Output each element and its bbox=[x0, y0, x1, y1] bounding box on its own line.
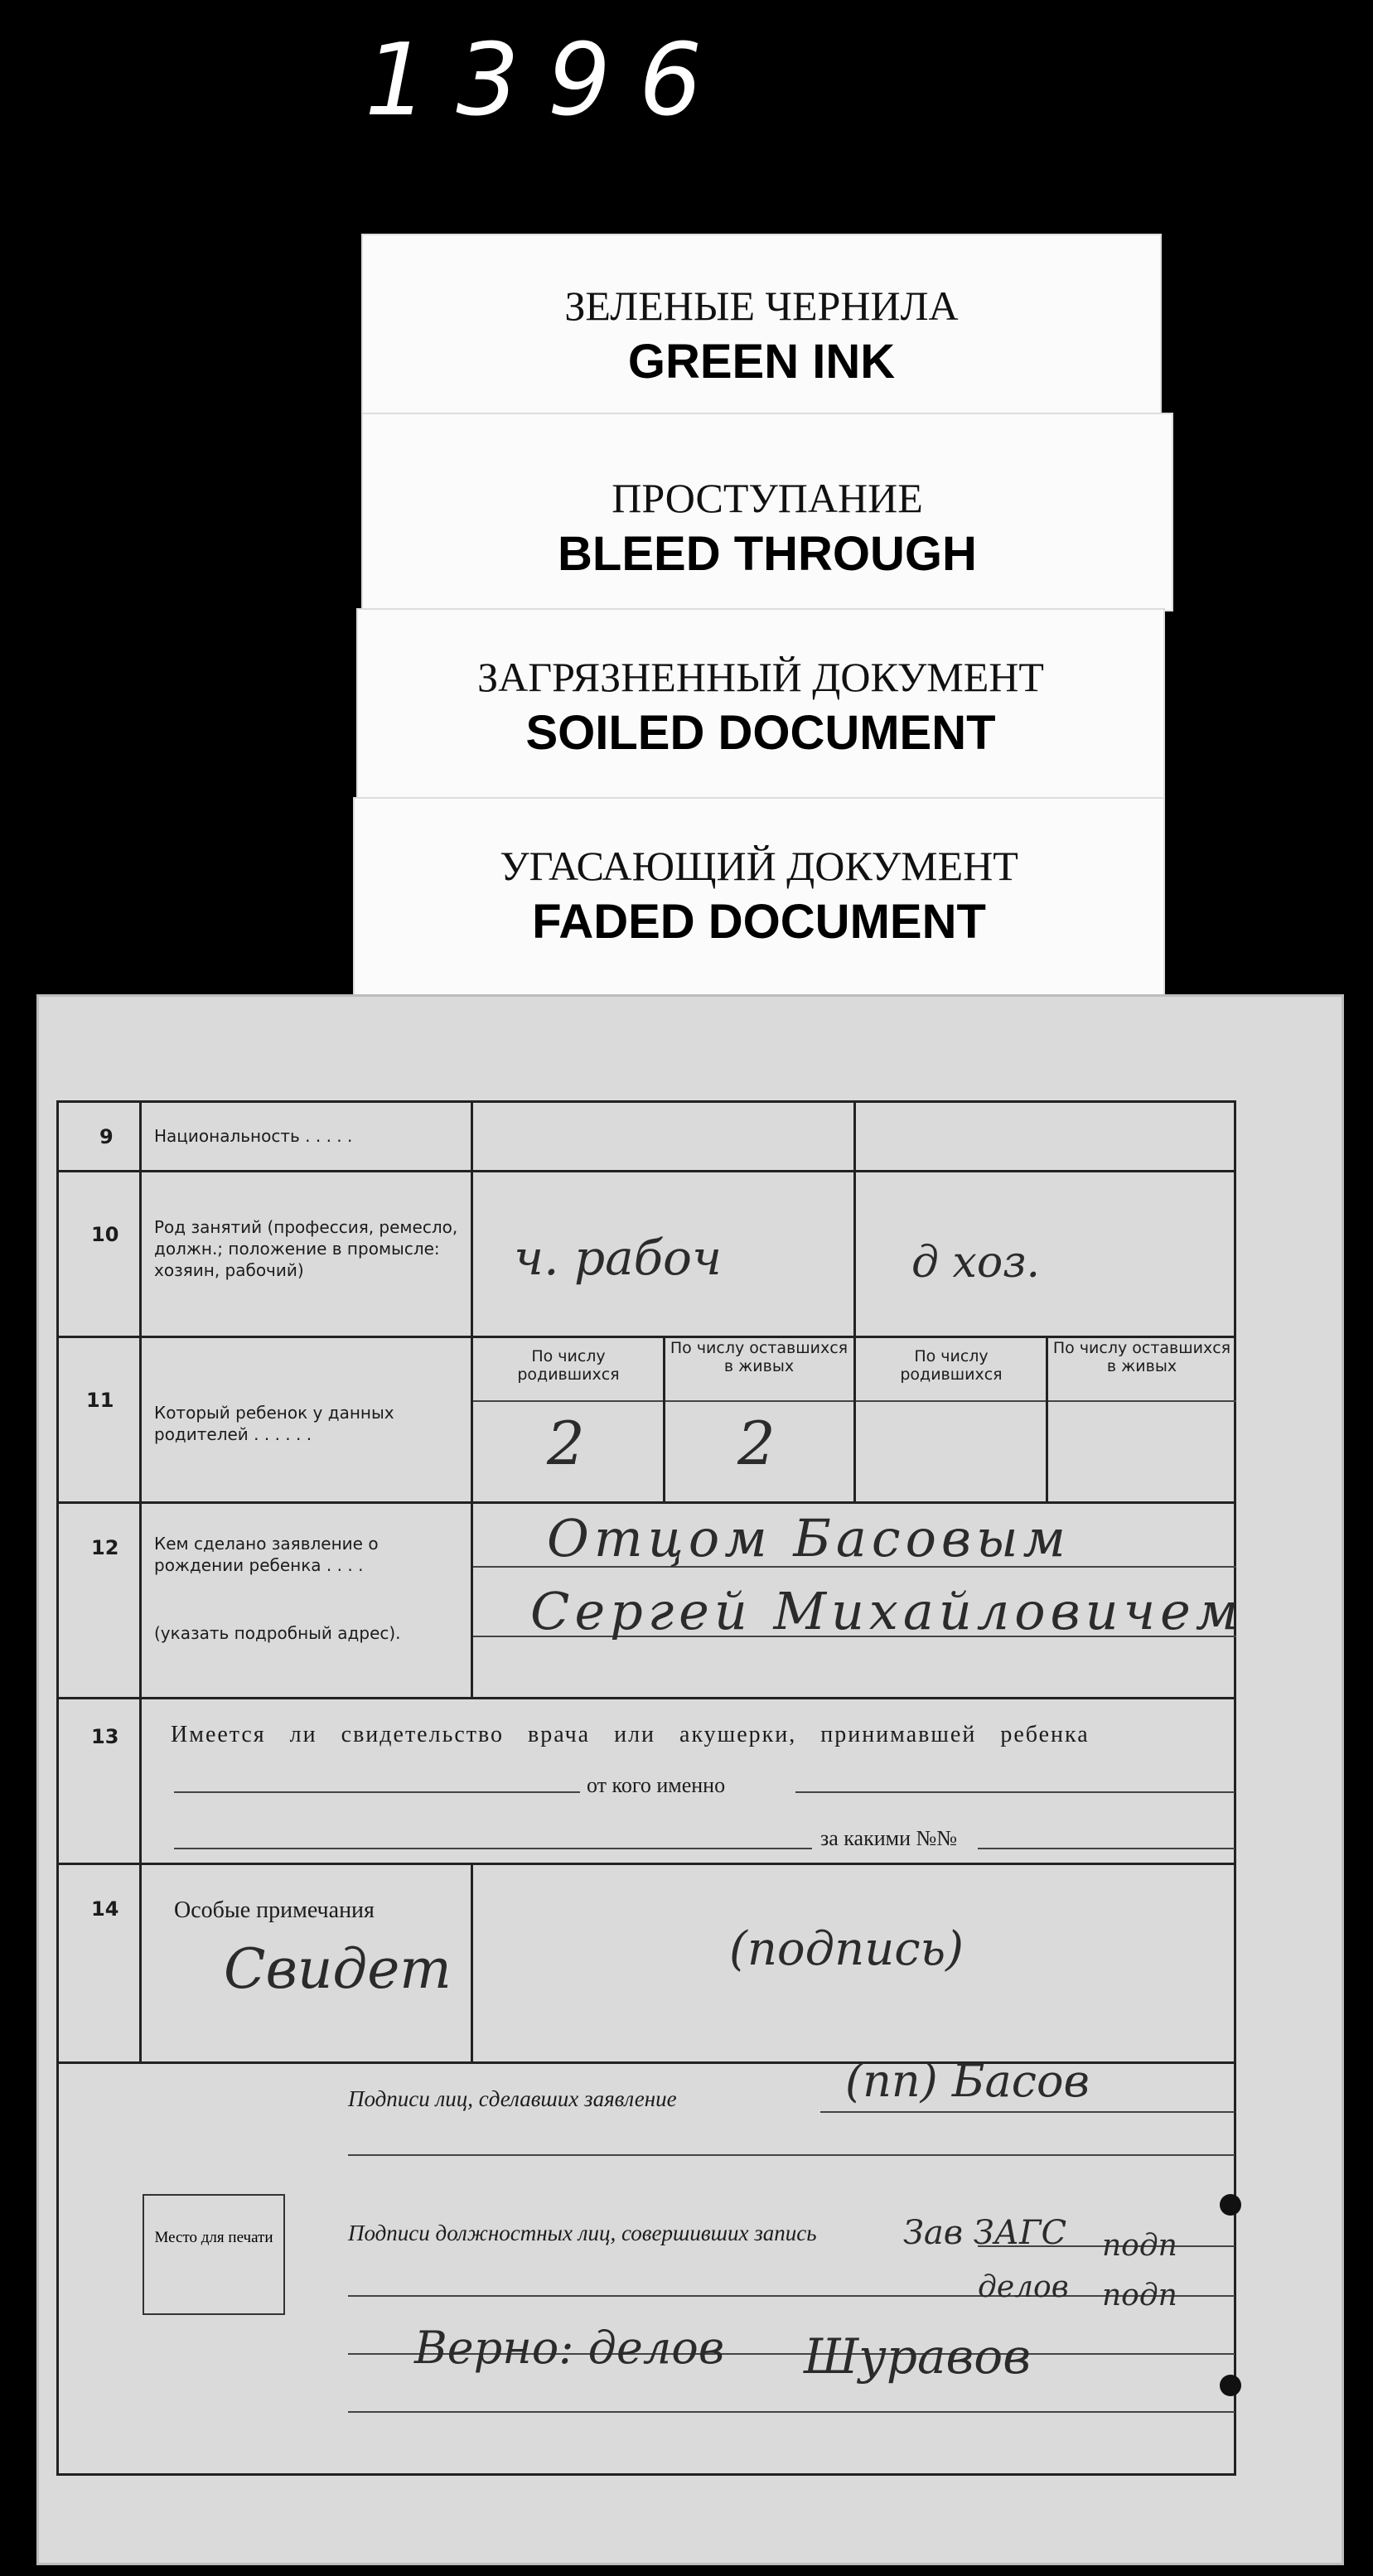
handwriting-occupation-father: ч. рабоч bbox=[514, 1230, 723, 1286]
row-divider bbox=[56, 1336, 1236, 1338]
tag-faded-document bbox=[353, 797, 1165, 996]
field-label-certificate: Имеется ли свидетельство врача или акушерки, принимавшей ребенка bbox=[171, 1722, 1090, 1747]
row-divider bbox=[56, 1863, 1236, 1865]
row-number: 14 bbox=[91, 1897, 119, 1921]
handwriting-official-clerk-sign: подп bbox=[1102, 2279, 1177, 2313]
handwriting-clerk-signature: Шуравов bbox=[804, 2328, 1031, 2385]
field-label-which-child: Который ребенок у данных родителей . . . . . . bbox=[154, 1403, 394, 1444]
col-divider bbox=[663, 1336, 665, 1501]
handwriting-living-count: 2 bbox=[737, 1409, 776, 1478]
col-divider bbox=[471, 1100, 473, 1697]
field-label-from-whom: от кого именно bbox=[587, 1773, 726, 1797]
handwriting-declarant-line1: Отцом Басовым bbox=[547, 1508, 1071, 1568]
field-label-address: (указать подробный адрес). bbox=[154, 1623, 401, 1643]
handwriting-applicant-signature: (пп) Басов bbox=[845, 2055, 1090, 2107]
tag-soiled-document bbox=[356, 608, 1165, 807]
field-label-notes: Особые примечания bbox=[174, 1897, 375, 1923]
handwriting-notes: Свидет bbox=[224, 1937, 452, 2001]
row-number: 11 bbox=[86, 1389, 114, 1412]
col-divider bbox=[471, 1863, 473, 2061]
subheader-born: По числу родившихся bbox=[517, 1347, 620, 1384]
binding-hole bbox=[1220, 2194, 1241, 2216]
blank-line bbox=[174, 1848, 812, 1849]
handwriting-occupation-mother: д хоз. bbox=[911, 1238, 1041, 1288]
field-label-which-nums: за какими №№ bbox=[820, 1826, 958, 1850]
subheader-living: По числу оставшихся в живых bbox=[1052, 1339, 1231, 1375]
field-label-occupation: Род занятий (профессия, ремесло, должн.; положение в промысле: хозяин, рабочий) bbox=[154, 1217, 458, 1280]
tag-en: FADED DOCUMENT bbox=[532, 895, 986, 949]
label-applicant-signatures: Подписи лиц, сделавших заявление bbox=[348, 2086, 677, 2111]
col-divider bbox=[139, 1100, 142, 2061]
tag-ru: ЗАГРЯЗНЕННЫЙ ДОКУМЕНТ bbox=[477, 654, 1044, 700]
row-divider bbox=[56, 1170, 1236, 1172]
handwriting-official-clerk: делов bbox=[978, 2270, 1069, 2304]
col-divider bbox=[1046, 1336, 1048, 1501]
blank-line bbox=[174, 1791, 580, 1793]
handwriting-declarant-line2: Сергей Михайловичем bbox=[530, 1581, 1244, 1641]
row-divider bbox=[56, 1697, 1236, 1699]
tag-en: GREEN INK bbox=[627, 335, 896, 389]
tag-ru: УГАСАЮЩИЙ ДОКУМЕНТ bbox=[500, 843, 1018, 889]
tag-en: BLEED THROUGH bbox=[558, 527, 977, 581]
frame-number: 1396 bbox=[365, 23, 731, 138]
subheader-living: По числу оставшихся в живых bbox=[670, 1339, 848, 1375]
row-number: 10 bbox=[91, 1223, 119, 1246]
stamp-placeholder-box: Место для печати bbox=[143, 2194, 285, 2315]
field-label-declarant: Кем сделано заявление о рождении ребенка . . . . bbox=[154, 1534, 379, 1575]
row-number: 9 bbox=[99, 1125, 114, 1148]
handwriting-signature-placeholder: (подпись) bbox=[729, 1922, 964, 1976]
tag-ru: ПРОСТУПАНИЕ bbox=[612, 475, 923, 521]
blank-line bbox=[348, 2411, 1235, 2413]
row-number: 13 bbox=[91, 1725, 119, 1748]
row-divider bbox=[56, 1501, 1236, 1504]
handwriting-certified-true: Верно: делов bbox=[414, 2322, 725, 2374]
tag-green-ink bbox=[361, 234, 1162, 441]
label-official-signatures: Подписи должностных лиц, совершивших запись bbox=[348, 2221, 817, 2245]
binding-hole bbox=[1220, 2375, 1241, 2396]
row-number: 12 bbox=[91, 1536, 119, 1559]
blank-line bbox=[978, 1848, 1235, 1849]
blank-line bbox=[348, 2154, 1235, 2156]
handwriting-born-count: 2 bbox=[547, 1409, 585, 1478]
subheader-born: По числу родившихся bbox=[900, 1347, 1003, 1384]
handwriting-official-sign: подп bbox=[1102, 2229, 1177, 2263]
blank-line bbox=[820, 2111, 1235, 2113]
col-divider bbox=[853, 1100, 856, 1501]
tag-bleed-through bbox=[361, 413, 1173, 611]
handwriting-official-title: Зав ЗАГС bbox=[903, 2214, 1067, 2252]
tag-ru: ЗЕЛЕНЫЕ ЧЕРНИЛА bbox=[564, 283, 959, 329]
field-label-nationality: Национальность . . . . . bbox=[154, 1126, 353, 1146]
tag-en: SOILED DOCUMENT bbox=[525, 706, 996, 760]
blank-line bbox=[795, 1791, 1235, 1793]
